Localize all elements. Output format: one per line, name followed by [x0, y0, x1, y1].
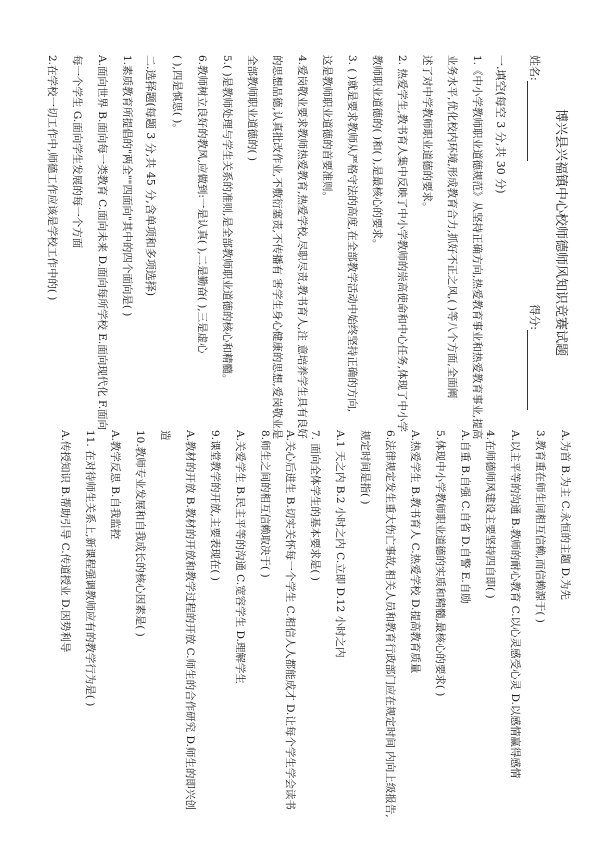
question-line: A.传授知识 B.帮助引导 C.传道授业 D.因势利导: [59, 430, 71, 653]
name-label: 姓名:: [528, 55, 541, 81]
fill-section-heading: 一.填空(每空 3 分,共 30 分): [494, 55, 507, 194]
name-field: [527, 55, 543, 161]
question-line: 1.素质教育所提倡的"两全""四面向"其中的四个面向是( ): [121, 55, 133, 317]
question-line: 造: [159, 430, 171, 441]
question-line: 10.教师专业发展和自我成长的核心因素是( ): [134, 430, 146, 637]
question-line: 3.教育重在师生间相互信赖,而信赖源于( ): [534, 430, 546, 623]
question-line: 6.法律规定发生重大伤亡事故,相关人员和教育行政部门应在规定时间 内向上级报告,: [384, 430, 396, 818]
question-line: 8.师生之间的相互信赖取决于( ): [259, 430, 271, 578]
question-line: ( ),四是慎思( )。: [171, 55, 183, 134]
question-line: A.关爱学生 B.民主平等的沟通 C.宽容学生 D.理解学生: [234, 430, 246, 684]
question-line: A.为首 B.为主 C.永恒的主题 D.为先: [559, 430, 571, 600]
question-line: A.1 天之内 B.2 小时之内 C.立即 D.12 小时之内: [334, 430, 346, 658]
exam-title: 博兴县兴福镇中心校师德师风知识竞赛试题: [553, 108, 568, 356]
question-line: 7. 面向全体学生的基本要求是( ): [309, 430, 321, 581]
question-line: 教师职业道德的( )和( ),是最核心的要求。: [371, 55, 383, 250]
question-line: A.关心后进生 B.切实关怀每一个学生 C.相信人人都能成才 D.让每个学生学会读书: [284, 430, 296, 810]
name-blank[interactable]: [527, 81, 538, 161]
question-line: A.教材的开放 B.教材的开放和教学过程的开放 C.师生的合作研究 D.师生的即兴创: [184, 430, 196, 810]
question-line: 1.《中小学教师职业道德规范》从坚持正确方向,热爱教育事业和热爱教育事业,提高: [471, 55, 483, 440]
question-line: 规定时间是指( ): [359, 430, 371, 505]
question-line: A.以主平等的沟通 B.教师的耐心教育 C.以心灵感受心灵 D.以感情赢得感情: [509, 430, 521, 779]
left-column: [34, 55, 572, 440]
question-line: A.教学反思 B.自我监控: [109, 430, 121, 540]
right-column: [47, 430, 572, 818]
question-line: 3. ( )就是要求教师从严格守法的高度,在全部教学活动中始终坚持正确的方向,: [346, 55, 358, 413]
question-line: A.面向世界 B.面向每一类教育 C.面向未来 D.面向每所学校 E.面向现代化 F.面向: [96, 55, 108, 431]
question-line: 每一个学生 G.面向学生发展的每一个方面: [71, 55, 83, 249]
score-field: [527, 304, 543, 410]
question-line: 业务水平,优化校内环境,形成教育合力,抓好不正之风,( )等八个方面,全面阐: [446, 55, 458, 399]
score-blank[interactable]: [527, 330, 538, 410]
question-line: A.热爱学生 B.教书育人 C.热爱学校 D.提高教育质量: [409, 430, 421, 674]
student-info-row: [527, 55, 543, 410]
question-line: 9.课堂教学的开放,主要表现在( ): [209, 430, 221, 581]
choice-section-heading: 二.选择题(每题 3 分,共 45 分,含单项和多项选择): [144, 55, 157, 297]
question-line: 4.爱岗敬业要求教师热爱教育,热爱学校,尽职尽责,教书育人,注 意培养学生具有良好: [296, 55, 308, 439]
question-line: 这是教师职业道德的首要准则。: [321, 55, 333, 202]
question-line: 述了对中学教师职业道德的要求。: [421, 55, 433, 213]
question-line: 2. 热爱学生,教书育人集中反映了中小学教师的崇高使命和中心任务,体现了中小学: [396, 55, 408, 433]
score-label: 得分:: [528, 304, 541, 330]
question-line: 6.教师树立良好的教风,应做到:一是认真( ),二是勤奋( ),三是虚心: [196, 55, 208, 354]
question-line: 4.在师德师风建设主要坚持四自即( ): [484, 430, 496, 599]
question-line: 2.在学校一切工作中,师德工作应该是学校工作中的( ): [46, 55, 58, 301]
question-line: 5.( )是教师处理与学生关系的准则,是全部教师职业道德的核心和精髓。: [221, 55, 233, 385]
question-line: 5.体现中小学教师职业道德的实质和精髓,最核心的要求( ): [434, 430, 446, 697]
question-line: 全部教师职业道德的( ): [246, 55, 258, 162]
question-line: 的思想品德,认真批改作业,不敷衍塞责,不传播有 害学生身心健康的思想,爱岗敬业是: [271, 55, 283, 440]
question-line: 11. 在对待师生关系上,新课程强调教师应有的教学行为是( ): [84, 430, 96, 707]
question-line: A.自重 B.自强 C.自省 D.自警 E.自励: [459, 430, 471, 604]
